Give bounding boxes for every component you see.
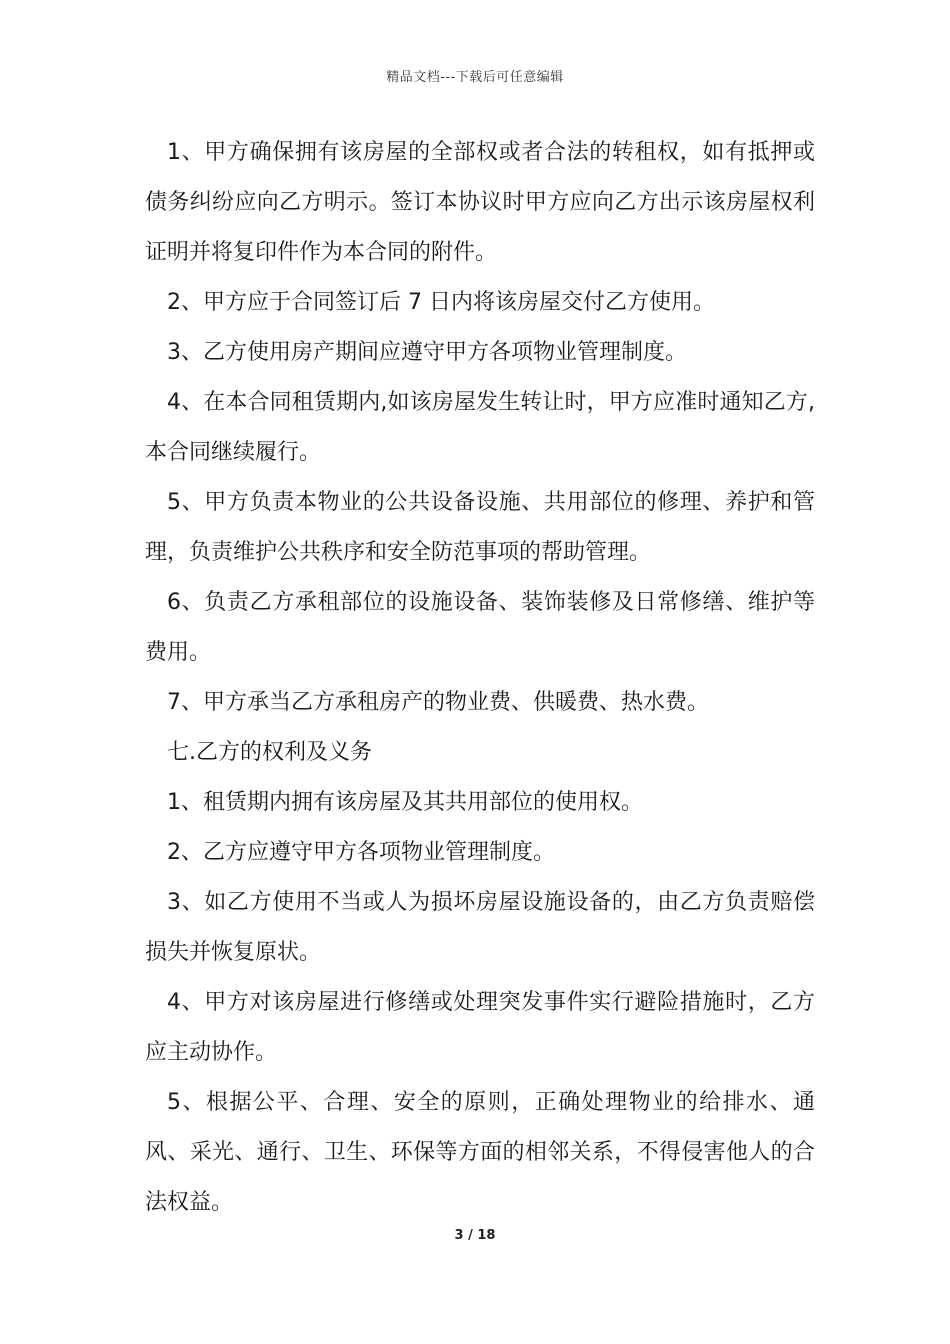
document-body	[145, 128, 815, 1228]
page-number: 3 / 18	[454, 1228, 496, 1243]
clause-paragraph: 2、乙方应遵守甲方各项物业管理制度。	[167, 840, 555, 865]
section-heading: 七.乙方的权利及义务	[167, 740, 372, 765]
clause-paragraph: 7、甲方承当乙方承租房产的物业费、供暖费、热水费。	[167, 690, 709, 715]
clause-paragraph: 2、甲方应于合同签订后 7 日内将该房屋交付乙方使用。	[167, 290, 715, 315]
page-header: 精品文档---下载后可任意编辑	[386, 70, 564, 85]
clause-paragraph: 5、根据公平、合理、安全的原则，正确处理物业的给排水、通风、采光、通行、卫生、环保等方面的相邻关系，不得侵害他人的合法权益。	[145, 1090, 815, 1215]
clause-paragraph: 1、租赁期内拥有该房屋及其共用部位的使用权。	[167, 790, 643, 815]
clause-paragraph: 1、甲方确保拥有该房屋的全部权或者合法的转租权，如有抵押或债务纠纷应向乙方明示。签订本协议时甲方应向乙方出示该房屋权利证明并将复印件作为本合同的附件。	[145, 140, 815, 265]
clause-paragraph: 5、甲方负责本物业的公共设备设施、共用部位的修理、养护和管理，负责维护公共秩序和安全防范事项的帮助管理。	[145, 490, 815, 565]
clause-paragraph: 3、如乙方使用不当或人为损坏房屋设施设备的，由乙方负责赔偿损失并恢复原状。	[145, 890, 815, 965]
clause-paragraph: 4、在本合同租赁期内,如该房屋发生转让时，甲方应准时通知乙方,本合同继续履行。	[145, 390, 815, 465]
clause-paragraph: 4、甲方对该房屋进行修缮或处理突发事件实行避险措施时，乙方应主动协作。	[145, 990, 815, 1065]
clause-paragraph: 6、负责乙方承租部位的设施设备、装饰装修及日常修缮、维护等费用。	[145, 590, 815, 665]
clause-paragraph: 3、乙方使用房产期间应遵守甲方各项物业管理制度。	[167, 340, 687, 365]
